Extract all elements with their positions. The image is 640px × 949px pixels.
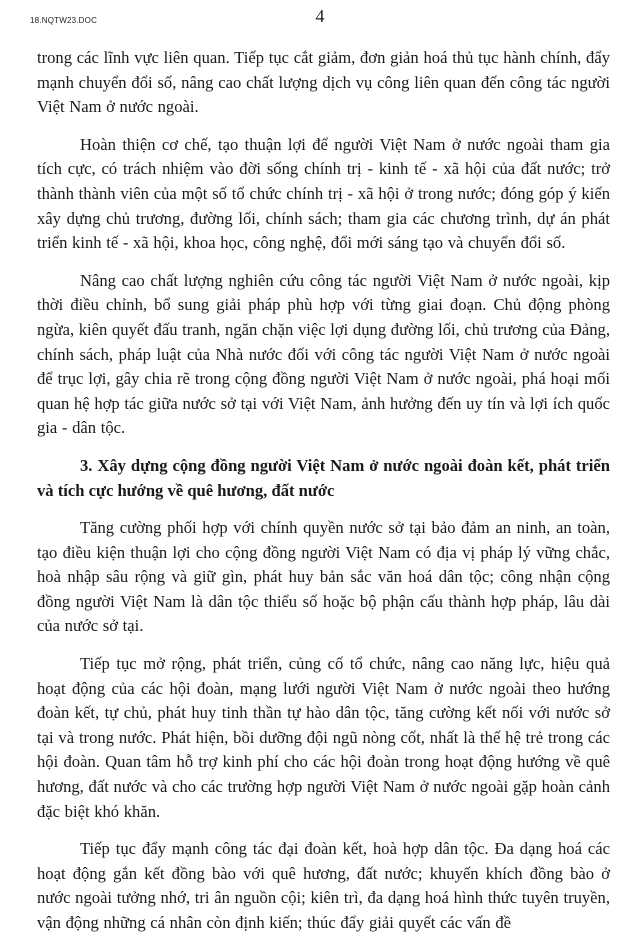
paragraph-associations: Tiếp tục mở rộng, phát triển, củng cố tổ chức, nâng cao năng lực, hiệu quả hoạt động của các hội đoàn, mạng lưới người Việt Nam ở nước ngoài theo hướng đoàn kết, tự chủ, phát huy tinh thần tự hào dân tộc, tăng cường kết nối với nước sở tại và trong nước. Phát hiện, bồi dưỡng đội ngũ nòng cốt, nhất là thế hệ trẻ trong các hội đoàn. Quan tâm hỗ trợ kinh phí cho các hội đoàn trong hoạt động hướng về quê hương, đất nước và cho các trường hợp người Việt Nam ở nước ngoài gặp hoàn cảnh đặc biệt khó khăn. xyxy=(37,654,610,821)
paragraph-research: Nâng cao chất lượng nghiên cứu công tác người Việt Nam ở nước ngoài, kịp thời điều chỉnh, bổ sung giải pháp phù hợp với từng giai đoạn. Chủ động phòng ngừa, kiên quyết đấu tranh, ngăn chặn việc lợi dụng đường lối, chủ trương của Đảng, chính sách, pháp luật của Nhà nước đối với công tác người Việt Nam ở nước ngoài để trục lợi, gây chia rẽ trong cộng đồng người Việt Nam ở nước ngoài, phá hoại mối quan hệ hợp tác giữa nước sở tại với Việt Nam, ảnh hưởng đến uy tín và lợi ích quốc gia - dân tộc. xyxy=(37,270,610,438)
paragraph-continuation: trong các lĩnh vực liên quan. Tiếp tục cắt giảm, đơn giản hoá thủ tục hành chính, đẩy mạnh chuyển đổi số, nâng cao chất lượng dịch vụ công liên quan đến công tác người Việt Nam ở nước ngoài. xyxy=(37,48,610,117)
section-heading-3: 3. Xây dựng cộng đồng người Việt Nam ở nước ngoài đoàn kết, phát triển và tích cực hướng về quê hương, đất nước xyxy=(37,455,610,500)
paragraph-unity: Tiếp tục đẩy mạnh công tác đại đoàn kết, hoà hợp dân tộc. Đa dạng hoá các hoạt động gắn kết đồng bào với quê hương, đất nước; khuyến khích đồng bào ở nước ngoài tưởng nhớ, tri ân nguồn cội; kiên trì, đa dạng hoá hình thức tuyên truyền, vận động những cá nhân còn định kiến; thúc đẩy giải quyết các vấn đề xyxy=(37,839,610,932)
document-filename: 18.NQTW23.DOC xyxy=(30,16,98,25)
paragraph-coordination: Tăng cường phối hợp với chính quyền nước sở tại bảo đảm an ninh, an toàn, tạo điều kiện thuận lợi cho cộng đồng người Việt Nam có địa vị pháp lý vững chắc, hoà nhập sâu rộng và giữ gìn, phát huy bản sắc văn hoá dân tộc; công nhận cộng đồng người Việt Nam là dân tộc thiểu số hoặc bộ phận cấu thành hợp pháp, lâu dài của nước sở tại. xyxy=(37,518,610,636)
page-number: 4 xyxy=(315,6,325,26)
paragraph-mechanism: Hoàn thiện cơ chế, tạo thuận lợi để người Việt Nam ở nước ngoài tham gia tích cực, có trách nhiệm vào đời sống chính trị - kinh tế - xã hội của đất nước; trở thành thành viên của một số tổ chức chính trị - xã hội ở trong nước; đóng góp ý kiến xây dựng chủ trương, đường lối, chính sách; tham gia các chương trình, dự án phát triển kinh tế - xã hội, khoa học, công nghệ, đổi mới sáng tạo và chuyển đổi số. xyxy=(37,134,610,253)
document-body xyxy=(37,46,610,949)
